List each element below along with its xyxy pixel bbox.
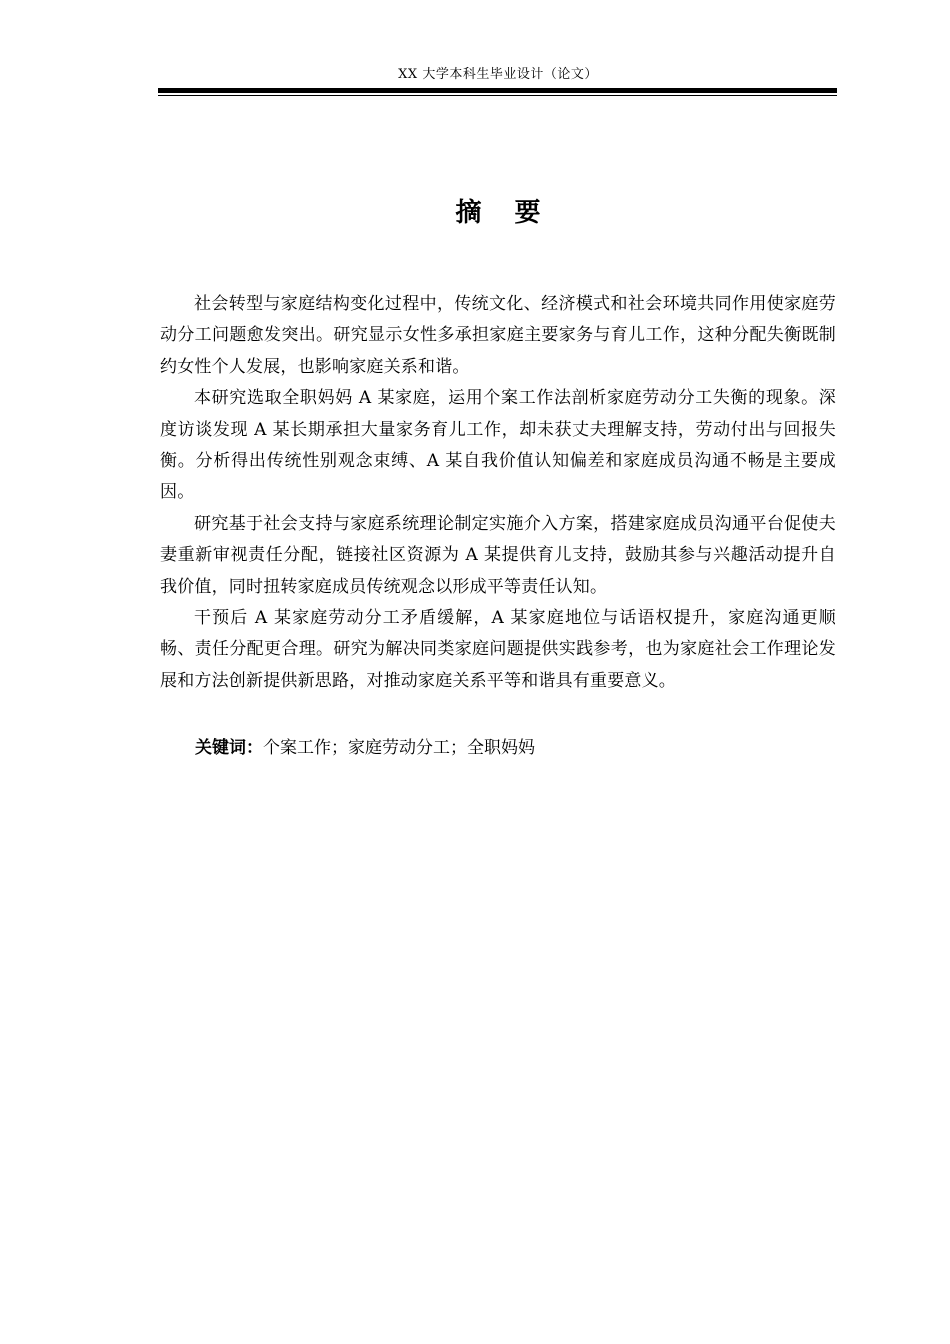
abstract-paragraph-1: 社会转型与家庭结构变化过程中，传统文化、经济模式和社会环境共同作用使家庭劳动分工问题愈发突出。研究显示女性多承担家庭主要家务与育儿工作，这种分配失衡既制约女性个人发展，也影响家庭关系和谐。 xyxy=(160,294,836,377)
abstract-body xyxy=(160,289,836,697)
abstract-title: 摘 要 xyxy=(455,198,553,228)
keywords-line xyxy=(195,733,835,764)
abstract-paragraph-4: 干预后 A 某家庭劳动分工矛盾缓解，A 某家庭地位与话语权提升，家庭沟通更顺畅、责任分配更合理。研究为解决同类家庭问题提供实践参考，也为家庭社会工作理论发展和方法创新提供新思路，对推动家庭关系平等和谐具有重要意义。 xyxy=(160,608,836,691)
keywords-value: 个案工作；家庭劳动分工；全职妈妈 xyxy=(263,738,535,758)
header-rule-thick xyxy=(158,88,837,93)
running-header: XX 大学本科生毕业设计（论文） xyxy=(398,67,598,82)
abstract-paragraph-3: 研究基于社会支持与家庭系统理论制定实施介入方案，搭建家庭成员沟通平台促使夫妻重新审视责任分配，链接社区资源为 A 某提供育儿支持，鼓励其参与兴趣活动提升自我价值，同时扭转家庭成员传统观念以形成平等责任认知。 xyxy=(160,513,836,597)
header-rule-thin xyxy=(158,95,837,96)
keywords-label: 关键词： xyxy=(195,738,263,758)
abstract-paragraph-2: 本研究选取全职妈妈 A 某家庭，运用个案工作法剖析家庭劳动分工失衡的现象。深度访谈发现 A 某长期承担大量家务育儿工作，却未获丈夫理解支持，劳动付出与回报失衡。分析得出传统性别观念束缚、A 某自我价值认知偏差和家庭成员沟通不畅是主要成因。 xyxy=(160,388,836,503)
